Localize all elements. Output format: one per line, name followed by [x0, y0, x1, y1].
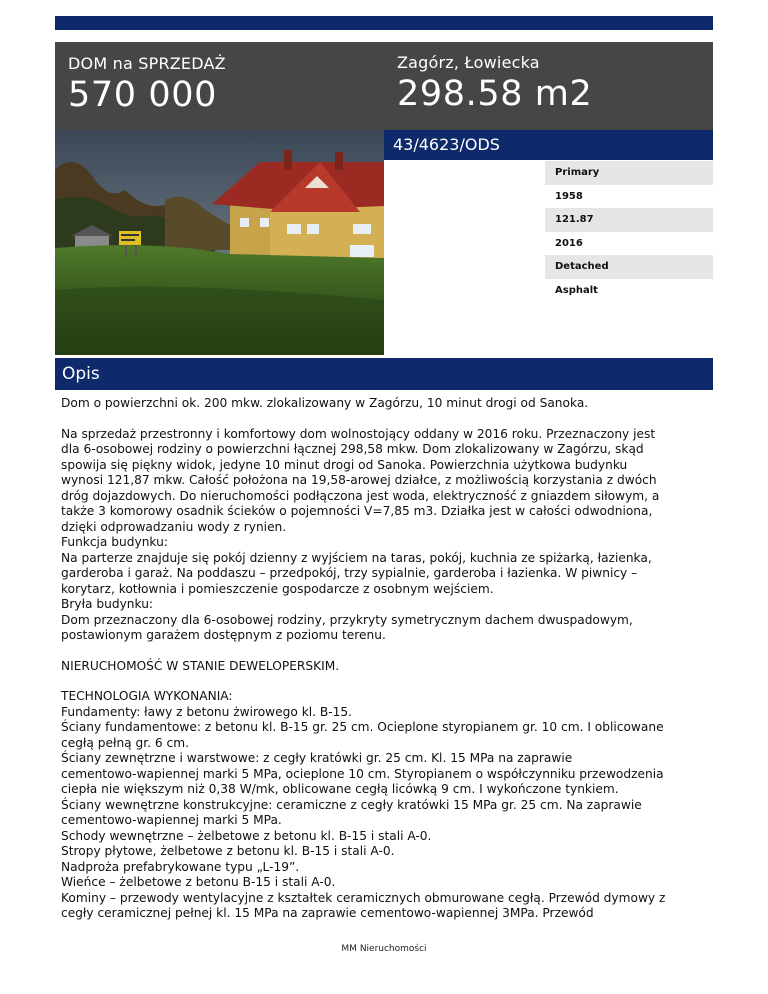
reference-number: 43/4623/ODS — [393, 135, 500, 154]
property-photo — [55, 130, 384, 355]
listing-type-label: DOM na SPRZEDAŻ — [68, 54, 226, 73]
listing-header — [55, 42, 713, 130]
spec-list — [545, 161, 713, 302]
footer-agency-name: MM Nieruchomości — [341, 944, 427, 954]
location-label: Zagórz, Łowiecka — [397, 53, 540, 72]
description-section-header — [55, 358, 713, 390]
area-value: 298.58 m2 — [397, 74, 593, 114]
top-accent-bar — [55, 16, 713, 30]
description-paragraph: Dom o powierzchni ok. 200 mkw. zlokalizowany w Zagórzu, 10 minut drogi od Sanoka. — [61, 396, 589, 410]
price-value: 570 000 — [68, 75, 217, 115]
spec-building-type: Detached — [545, 255, 713, 279]
spec-build-year: 2016 — [545, 232, 713, 256]
description-paragraph: NIERUCHOMOŚĆ W STANIE DEWELOPERSKIM. — [61, 658, 340, 673]
spec-year: 1958 — [545, 185, 713, 209]
location-block — [397, 53, 592, 114]
spec-market: Primary — [545, 161, 713, 185]
description-paragraph: Na sprzedaż przestronny i komfortowy dom wolnostojący oddany w 2016 roku. Przeznaczony jest dla 6-osobowej rodziny o powierzchni łącznej 298,58 mkw. Dom zlokalizowany w Zagórzu, skąd spowija się piękny widok, jedyne 10 minut drogi od Sanoka. Powierzchnia użytkowa budynku wynosi 121,87 mkw. Całość położona na 19,58-arowej działce, z możliwością korzystania z dwóch dróg dojazdowych. Do nieruchomości podłączona jest woda, elektryczność z gniazdem siłowym, a także 3 komorowy osadnik ścieków o pojemności V=7,85 m3. Działka jest w całości odwodniona, dzięki odprowadzaniu wody z rynien. Funkcja budynku: Na parterze znajduje się pokój dzienny z wyjściem na taras, pokój, kuchnia ze spiżarką, łazienka, garderoba i garaż. Na poddaszu – przedpokój, trzy sypialnie, garderoba i łazienka. W piwnicy – korytarz, kotłownia i pomieszczenie gospodarcze z osobnym wejściem. Bryła budynku: Dom przeznaczony dla 6-osobowej rodziny, przykryty symetrycznym dachem dwuspadowym, postawionym garażem dostępnym z poziomu terenu. — [61, 426, 660, 642]
price-block — [68, 54, 226, 115]
reference-bar — [384, 130, 713, 160]
description-paragraph: TECHNOLOGIA WYKONANIA: Fundamenty: ławy z betonu żwirowego kl. B-15. Ściany fundamentowe: z betonu kl. B-15 gr. 25 cm. Ocieplone styropianem gr. 10 cm. I oblicowane cegłą pełną gr. 6 cm. Ściany zewnętrzne i warstwowe: z cegły kratówki gr. 25 cm. Kl. 15 MPa na zaprawie cementowo-wapiennej marki 5 MPa, ocieplone 10 cm. Styropianem o współczynniku przewodzenia ciepła nie większym niż 0,38 W/mk, oblicowane cegłą licówką 9 cm. I wykończone tynkiem. Ściany wewnętrzne konstrukcyjne: ceramiczne z cegły kratówki 15 MPa gr. 25 cm. Na zaprawie cementowo-wapiennej marki 5 MPa. Schody wewnętrzne – żelbetowe z betonu kl. B-15 i stali A-0. Stropy płytowe, żelbetowe z betonu kl. B-15 i stali A-0. Nadproża prefabrykowane typu „L-19”. Wieńce – żelbetowe z betonu B-15 i stali A-0. Kominy – przewody wentylacyjne z kształtek ceramicznych obmurowane cegłą. Przewód dymowy z cegły ceramicznej pełnej kl. 15 MPa na zaprawie cementowo-wapiennej 3MPa. Przewód — [61, 689, 666, 920]
description-body — [61, 396, 711, 937]
spec-usable-area: 121.87 — [545, 208, 713, 232]
spec-access-road: Asphalt — [545, 279, 713, 303]
section-title: Opis — [62, 364, 100, 384]
